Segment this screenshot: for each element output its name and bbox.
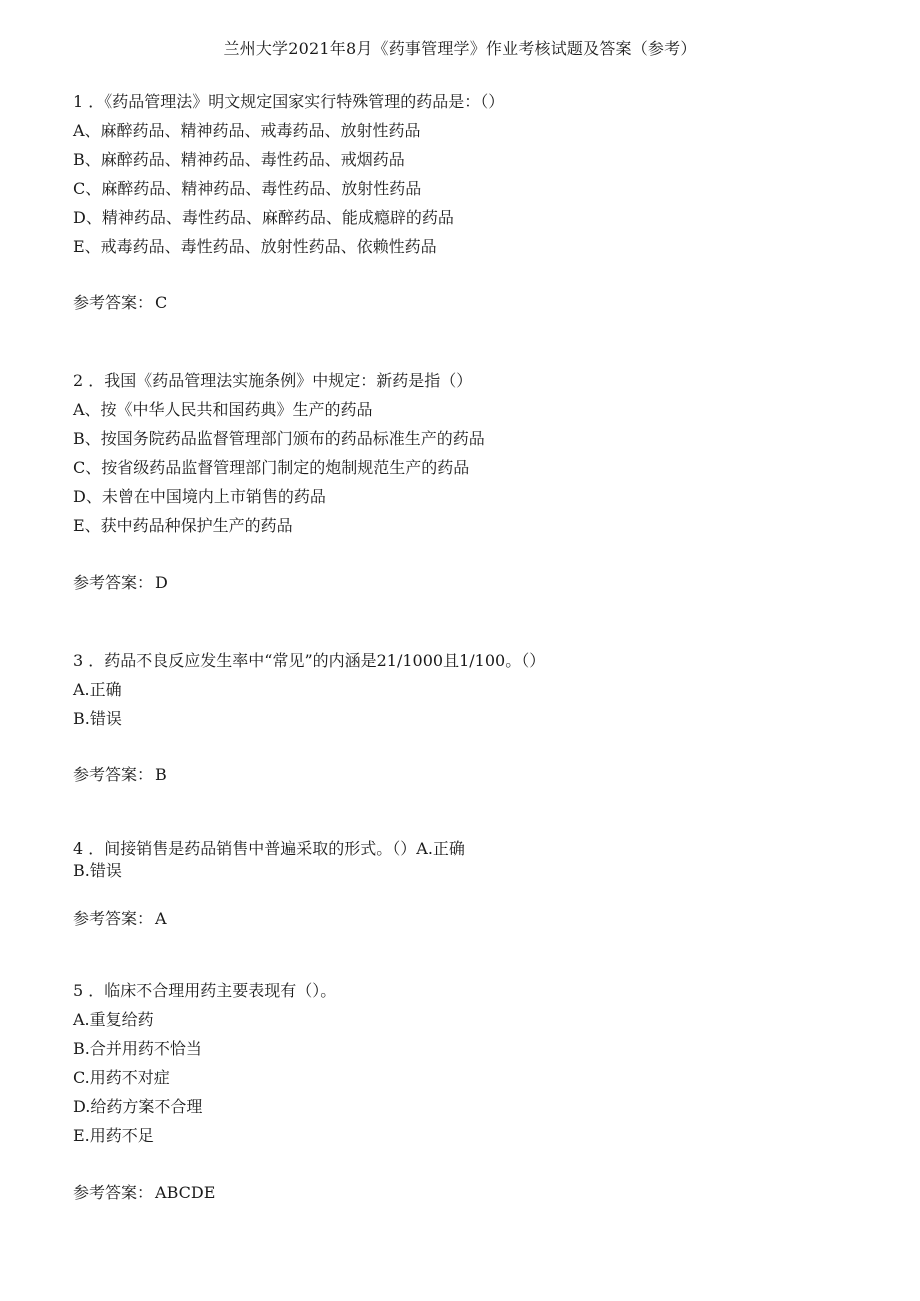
option-b: B.合并用药不恰当 [73,1039,202,1058]
option-a: A.重复给药 [73,1010,154,1029]
option-d: D、精神药品、毒性药品、麻醉药品、能成瘾辟的药品 [73,208,454,227]
option-c: C、麻醉药品、精神药品、毒性药品、放射性药品 [73,179,422,198]
answer-5 [73,1180,873,1203]
question-stem: 2 ．我国《药品管理法实施条例》中规定：新药是指（） [73,371,473,390]
question-2 [73,366,873,540]
answer-value: A [155,909,167,928]
question-5 [73,976,873,1150]
document-title: 兰州大学2021年8月《药事管理学》作业考核试题及答案（参考） [223,39,697,58]
option-b: B、麻醉药品、精神药品、毒性药品、戒烟药品 [73,150,405,169]
option-d: D、未曾在中国境内上市销售的药品 [73,487,326,506]
answer-label: 参考答案： [73,573,154,592]
option-d: D.给药方案不合理 [73,1097,203,1116]
option-e: E.用药不足 [73,1126,154,1145]
answer-1 [73,290,873,313]
answer-3 [73,762,873,785]
answer-label: 参考答案： [73,909,154,928]
option-e: E、戒毒药品、毒性药品、放射性药品、依赖性药品 [73,237,437,256]
answer-value: C [155,293,168,312]
answer-value: B [155,765,167,784]
option-a: A、麻醉药品、精神药品、戒毒药品、放射性药品 [73,121,421,140]
option-b: B.错误 [73,861,122,880]
option-a: A、按《中华人民共和国药典》生产的药品 [73,400,373,419]
question-1 [73,87,873,261]
answer-label: 参考答案： [73,1183,154,1202]
question-stem: 4 ．间接销售是药品销售中普遍采取的形式。（）A.正确 [73,839,465,858]
option-b: B.错误 [73,709,122,728]
question-stem: 5 ．临床不合理用药主要表现有（）。 [73,981,337,1000]
answer-2 [73,570,873,593]
question-stem: 3 ．药品不良反应发生率中“常见”的内涵是21/1000且1/100。（） [73,651,546,670]
answer-label: 参考答案： [73,293,154,312]
question-4 [73,838,873,882]
question-stem: 1 ．《药品管理法》明文规定国家实行特殊管理的药品是：（） [73,92,505,111]
option-c: C、按省级药品监督管理部门制定的炮制规范生产的药品 [73,458,470,477]
option-a: A.正确 [73,680,122,699]
answer-value: ABCDE [155,1183,216,1202]
answer-label: 参考答案： [73,765,154,784]
answer-4 [73,906,873,929]
option-b: B、按国务院药品监督管理部门颁布的药品标准生产的药品 [73,429,485,448]
option-e: E、获中药品种保护生产的药品 [73,516,293,535]
answer-value: D [155,573,168,592]
option-c: C.用药不对症 [73,1068,170,1087]
question-3 [73,646,873,733]
